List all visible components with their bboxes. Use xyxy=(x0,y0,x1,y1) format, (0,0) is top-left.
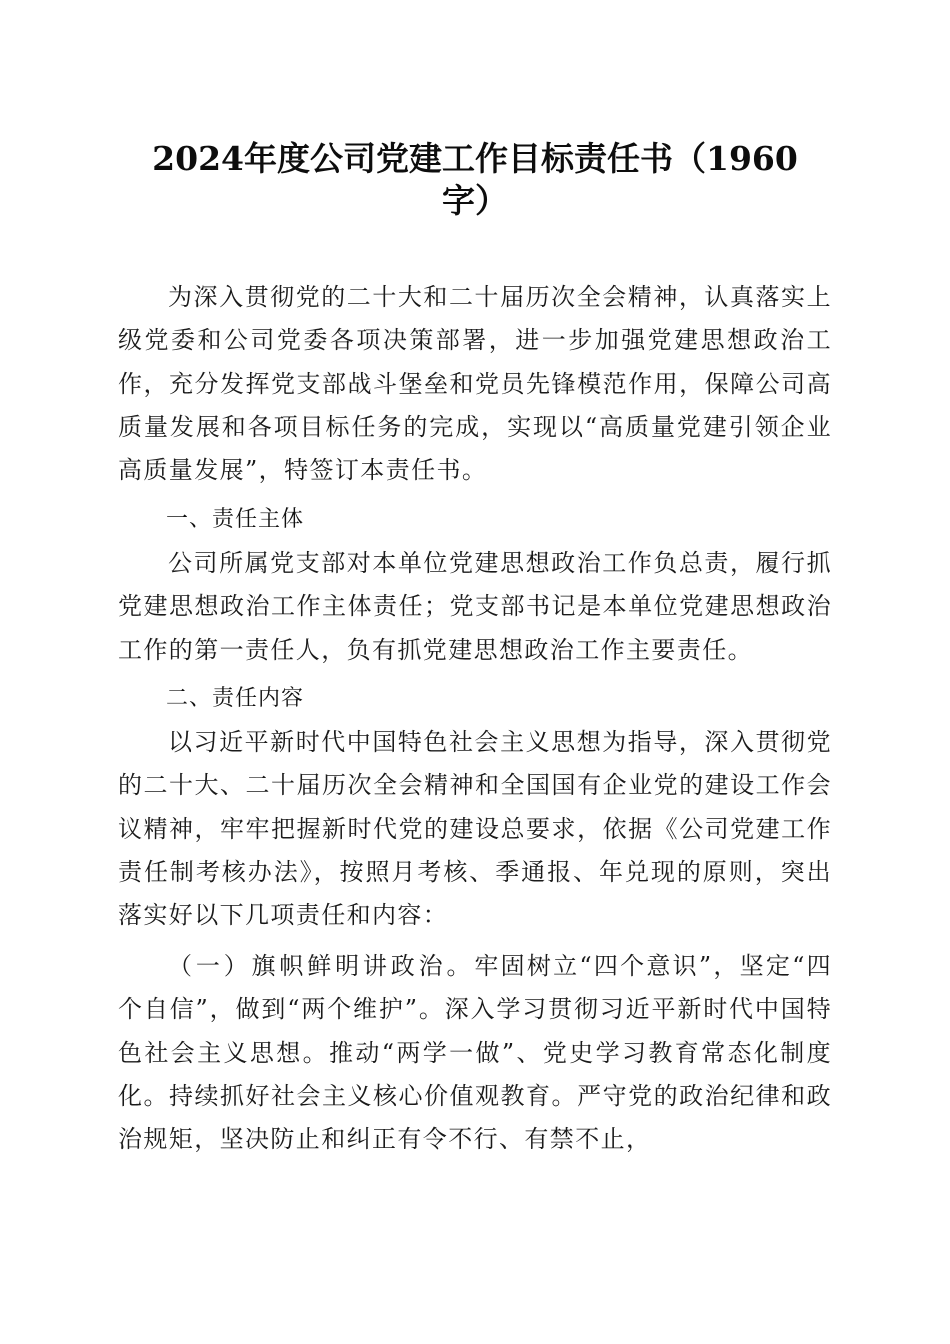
document-title: 2024年度公司党建工作目标责任书（1960字） xyxy=(152,139,798,220)
item-heading-politics: （一）旗帜鲜明讲政治。 xyxy=(168,952,475,980)
intro-paragraph: 为深入贯彻党的二十大和二十届历次全会精神，认真落实上级党委和公司党委各项决策部署，进一步加强党建思想政治工作，充分发挥党支部战斗堡垒和党员先锋模范作用，保障公司高质量发展和各项目标任务的完成，实现以“高质量党建引领企业高质量发展”，特签订本责任书。 xyxy=(118,283,832,485)
section-paragraph-responsible-party: 公司所属党支部对本单位党建思想政治工作负总责，履行抓党建思想政治工作主体责任；党支部书记是本单位党建思想政治工作的第一责任人，负有抓党建思想政治工作主要责任。 xyxy=(118,549,832,664)
section-heading-responsible-party: 一、责任主体 xyxy=(166,507,305,532)
item-text-politics: 牢固树立“四个意识”，坚定“四个自信”，做到“两个维护”。深入学习贯彻习近平新时代中国特色社会主义思想。推动“两学一做”、党史学习教育常态化制度化。持续抓好社会主义核心价值观教育。严守党的政治纪律和政治规矩，坚决防止和纠正有令不行、有禁不止， xyxy=(118,952,833,1154)
section-paragraph-responsibility-content: 以习近平新时代中国特色社会主义思想为指导，深入贯彻党的二十大、二十届历次全会精神和全国国有企业党的建设工作会议精神，牢牢把握新时代党的建设总要求，依据《公司党建工作责任制考核办法》，按照月考核、季通报、年兑现的原则，突出落实好以下几项责任和内容： xyxy=(118,728,832,930)
item-paragraph-politics xyxy=(118,945,832,1161)
section-heading-responsibility-content: 二、责任内容 xyxy=(166,686,305,711)
